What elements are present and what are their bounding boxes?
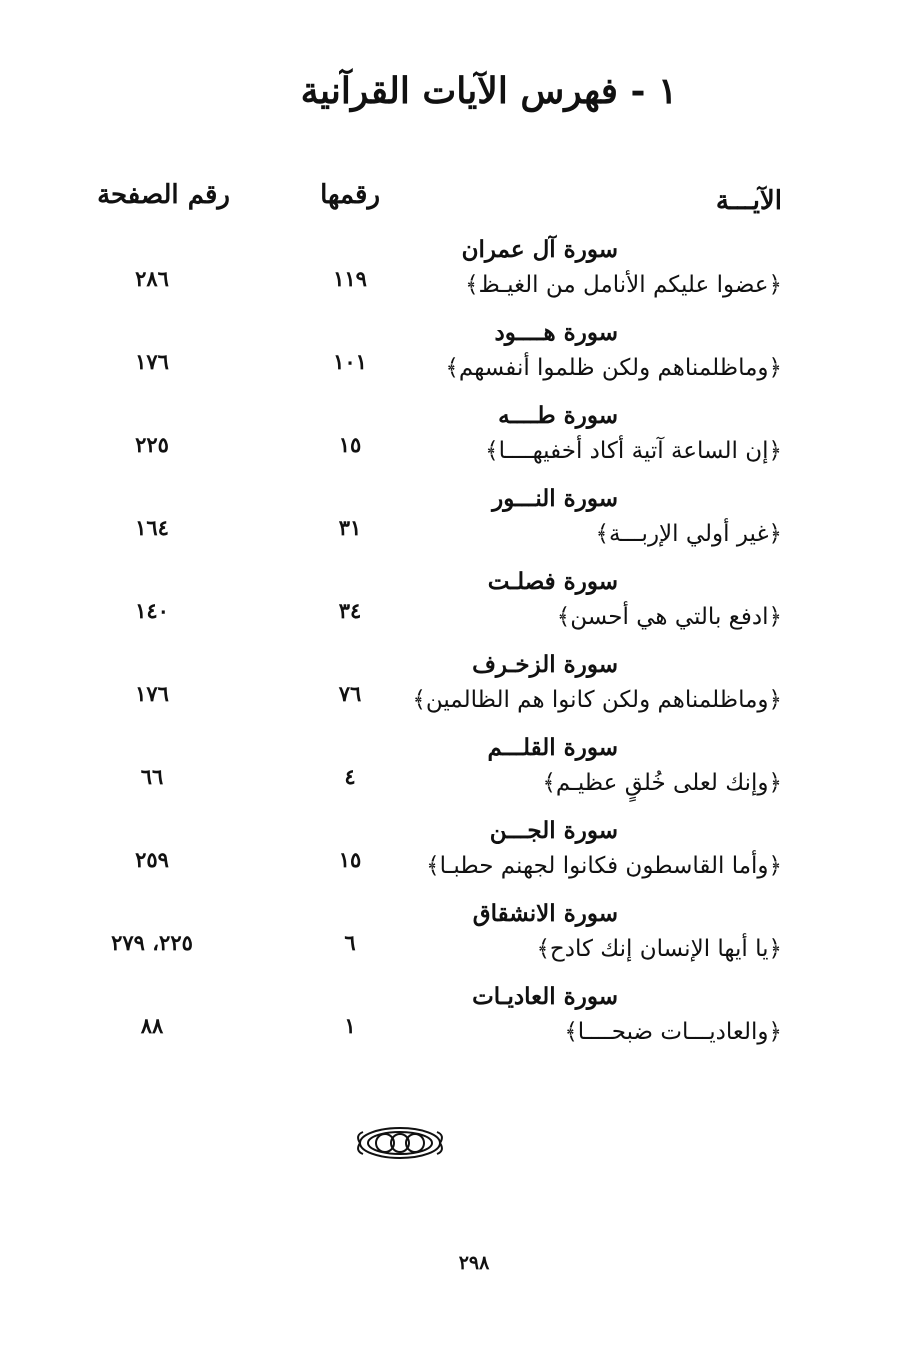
surah-name: سورة الزخـرف bbox=[472, 651, 618, 678]
verse-text: ﴿وأما القاسطون فكانوا لجهنم حطبـا﴾ bbox=[426, 853, 782, 879]
column-header-number: رقمها bbox=[320, 180, 380, 210]
verse-number: ١٠١ bbox=[333, 349, 367, 374]
verse-text: ﴿والعاديـــات ضبحــــا﴾ bbox=[564, 1019, 782, 1045]
verse-number: ١١٩ bbox=[333, 266, 367, 291]
page-reference: ١٤٠ bbox=[135, 598, 169, 623]
verse-number: ١٥ bbox=[338, 432, 362, 457]
surah-name: سورة النـــور bbox=[492, 485, 618, 512]
surah-name: سورة آل عمران bbox=[461, 236, 618, 263]
surah-name: سورة طــــه bbox=[498, 402, 618, 429]
decorative-ornament bbox=[355, 1120, 445, 1166]
surah-name: سورة فصلـت bbox=[487, 568, 618, 595]
verse-text: ﴿عضوا عليكم الأنامل من الغيـظ﴾ bbox=[465, 272, 782, 298]
verse-number: ٧٦ bbox=[338, 681, 362, 706]
column-header-page: رقم الصفحة bbox=[97, 180, 230, 210]
page-reference: ٨٨ bbox=[140, 1013, 164, 1038]
page-reference: ١٦٤ bbox=[135, 515, 169, 540]
verse-text: ﴿وماظلمناهم ولكن ظلموا أنفسهم﴾ bbox=[445, 355, 782, 381]
surah-name: سورة العاديـات bbox=[472, 983, 618, 1010]
page-reference: ٦٦ bbox=[140, 764, 164, 789]
verse-number: ١ bbox=[344, 1013, 356, 1038]
page-reference: ٢٢٥ bbox=[135, 432, 169, 457]
verse-number: ٣١ bbox=[338, 515, 362, 540]
page-reference: ٢٨٦ bbox=[135, 266, 169, 291]
verse-number: ٣٤ bbox=[338, 598, 362, 623]
verse-text: ﴿يا أيها الإنسان إنك كادح﴾ bbox=[536, 936, 782, 962]
column-header-verse: الآيـــة bbox=[715, 186, 782, 216]
verse-text: ﴿إن الساعة آتية أكاد أخفيهــــا﴾ bbox=[485, 438, 782, 464]
page-title: ١ - فهرس الآيات القرآنية bbox=[300, 70, 678, 112]
surah-name: سورة القلـــم bbox=[487, 734, 618, 761]
verse-text: ﴿غير أولي الإربـــة﴾ bbox=[595, 521, 782, 547]
verse-number: ١٥ bbox=[338, 847, 362, 872]
page-reference: ١٧٦ bbox=[135, 681, 169, 706]
verse-text: ﴿ادفع بالتي هي أحسن﴾ bbox=[556, 604, 782, 630]
surah-name: سورة هــــود bbox=[494, 319, 618, 346]
page-reference: ١٧٦ bbox=[135, 349, 169, 374]
page-number: ٢٩٨ bbox=[458, 1252, 490, 1274]
surah-name: سورة الانشقاق bbox=[472, 900, 618, 927]
surah-name: سورة الجـــن bbox=[489, 817, 618, 844]
verse-row bbox=[0, 1013, 918, 1063]
page-reference: ٢٢٥، ٢٧٩ bbox=[111, 930, 193, 955]
verse-number: ٤ bbox=[344, 764, 356, 789]
page-reference: ٢٥٩ bbox=[135, 847, 169, 872]
verse-text: ﴿وإنك لعلى خُلقٍ عظيـم﴾ bbox=[542, 770, 782, 796]
verse-text: ﴿وماظلمناهم ولكن كانوا هم الظالمين﴾ bbox=[412, 687, 782, 713]
verse-number: ٦ bbox=[344, 930, 356, 955]
